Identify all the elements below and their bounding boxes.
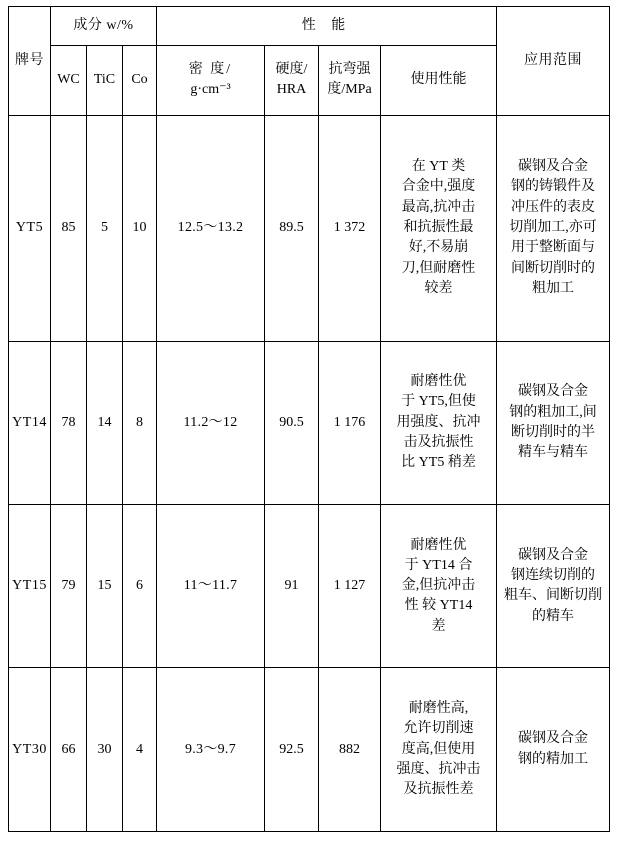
usage-line: 比 YT5 稍差 bbox=[401, 455, 476, 471]
header-bending-line1: 抗弯强 bbox=[328, 62, 371, 78]
cell-bending: 1 127 bbox=[319, 505, 381, 668]
application-line: 碳钢及合金 bbox=[518, 731, 588, 747]
cell-application bbox=[497, 668, 610, 832]
header-usage-performance: 使用性能 bbox=[381, 45, 497, 115]
cell-grade: YT5 bbox=[9, 115, 51, 341]
application-line: 精车与精车 bbox=[518, 445, 588, 461]
usage-line: 刀,但耐磨性 bbox=[401, 260, 476, 276]
usage-line: 最高,抗冲击 bbox=[401, 199, 476, 215]
table-row bbox=[9, 341, 610, 504]
table-header-row-1 bbox=[9, 7, 610, 46]
application-line: 碳钢及合金 bbox=[518, 159, 588, 175]
application-line: 碳钢及合金 bbox=[518, 384, 588, 400]
cell-hardness: 90.5 bbox=[265, 341, 319, 504]
cell-tic: 5 bbox=[87, 115, 123, 341]
cell-grade: YT30 bbox=[9, 668, 51, 832]
table-row bbox=[9, 115, 610, 341]
header-composition-group: 成分 w/% bbox=[51, 7, 157, 46]
cell-density: 12.5～13.2 bbox=[157, 115, 265, 341]
table-row bbox=[9, 668, 610, 832]
application-line: 切削加工,亦可 bbox=[509, 220, 597, 236]
cell-density: 11.2～12 bbox=[157, 341, 265, 504]
header-bending-line2: 度/MPa bbox=[327, 82, 372, 98]
application-line: 断切削时的半 bbox=[511, 424, 595, 440]
cell-tic: 14 bbox=[87, 341, 123, 504]
header-hardness-line1: 硬度/ bbox=[275, 62, 308, 78]
application-line: 钢的粗加工,间 bbox=[509, 404, 597, 420]
cell-wc: 85 bbox=[51, 115, 87, 341]
cell-hardness: 92.5 bbox=[265, 668, 319, 832]
cell-application bbox=[497, 115, 610, 341]
cell-tic: 30 bbox=[87, 668, 123, 832]
application-line: 钢的精加工 bbox=[518, 751, 588, 767]
header-performance-group: 性 能 bbox=[157, 7, 497, 46]
application-line: 用于整断面与 bbox=[511, 240, 595, 256]
usage-line: 强度、抗冲击 bbox=[396, 761, 481, 777]
application-line: 碳钢及合金 bbox=[518, 547, 588, 563]
usage-line: 金,但抗冲击 bbox=[401, 578, 476, 594]
cell-wc: 78 bbox=[51, 341, 87, 504]
table-row bbox=[9, 505, 610, 668]
application-line: 粗车、间断切削 bbox=[504, 588, 602, 604]
cell-bending: 882 bbox=[319, 668, 381, 832]
usage-line: 用强度、抗冲 bbox=[396, 414, 481, 430]
cell-usage bbox=[381, 668, 497, 832]
usage-line: 合金中,强度 bbox=[401, 179, 476, 195]
cell-co: 6 bbox=[123, 505, 157, 668]
usage-line: 较差 bbox=[424, 280, 453, 296]
usage-line: 好,不易崩 bbox=[408, 240, 469, 256]
header-grade: 牌号 bbox=[9, 7, 51, 116]
header-hardness bbox=[265, 45, 319, 115]
usage-line: 于 YT5,但使 bbox=[401, 394, 476, 410]
cell-usage bbox=[381, 505, 497, 668]
cell-density: 11～11.7 bbox=[157, 505, 265, 668]
header-wc: WC bbox=[51, 45, 87, 115]
header-hardness-line2: HRA bbox=[276, 82, 307, 98]
cell-wc: 66 bbox=[51, 668, 87, 832]
usage-line: 击及抗振性 bbox=[403, 434, 474, 450]
usage-line: 耐磨性高, bbox=[408, 701, 469, 716]
cell-co: 10 bbox=[123, 115, 157, 341]
cell-usage bbox=[381, 115, 497, 341]
header-density-line2: g·cm⁻³ bbox=[190, 82, 231, 98]
application-line: 的精车 bbox=[532, 608, 574, 624]
cell-hardness: 89.5 bbox=[265, 115, 319, 341]
header-bending-strength bbox=[319, 45, 381, 115]
usage-line: 在 YT 类 bbox=[411, 159, 466, 175]
cell-tic: 15 bbox=[87, 505, 123, 668]
usage-line: 及抗振性差 bbox=[403, 782, 474, 798]
application-line: 钢的铸锻件及 bbox=[511, 179, 595, 195]
cell-co: 8 bbox=[123, 341, 157, 504]
header-application: 应用范围 bbox=[497, 7, 610, 116]
application-line: 冲压件的表皮 bbox=[511, 199, 595, 215]
usage-line: 耐磨性优 bbox=[410, 374, 467, 390]
usage-line: 允许切削速 bbox=[403, 721, 474, 737]
cell-usage bbox=[381, 341, 497, 504]
application-line: 钢连续切削的 bbox=[511, 567, 595, 583]
cell-hardness: 91 bbox=[265, 505, 319, 668]
header-density-line1: 密 度/ bbox=[188, 62, 233, 78]
application-line: 间断切削时的 bbox=[511, 260, 595, 276]
cemented-carbide-grade-table bbox=[8, 6, 610, 832]
cell-grade: YT15 bbox=[9, 505, 51, 668]
usage-line: 差 bbox=[431, 618, 446, 634]
cell-bending: 1 176 bbox=[319, 341, 381, 504]
header-density bbox=[157, 45, 265, 115]
cell-co: 4 bbox=[123, 668, 157, 832]
cell-application bbox=[497, 341, 610, 504]
usage-line: 度高,但使用 bbox=[401, 741, 476, 757]
cell-wc: 79 bbox=[51, 505, 87, 668]
cell-bending: 1 372 bbox=[319, 115, 381, 341]
cell-grade: YT14 bbox=[9, 341, 51, 504]
cell-density: 9.3～9.7 bbox=[157, 668, 265, 832]
application-line: 粗加工 bbox=[532, 280, 574, 296]
usage-line: 和抗振性最 bbox=[403, 220, 474, 236]
header-tic: TiC bbox=[87, 45, 123, 115]
cell-application bbox=[497, 505, 610, 668]
usage-line: 性 较 YT14 bbox=[404, 598, 473, 614]
usage-line: 于 YT14 合 bbox=[404, 557, 473, 573]
header-co: Co bbox=[123, 45, 157, 115]
usage-line: 耐磨性优 bbox=[410, 537, 467, 553]
